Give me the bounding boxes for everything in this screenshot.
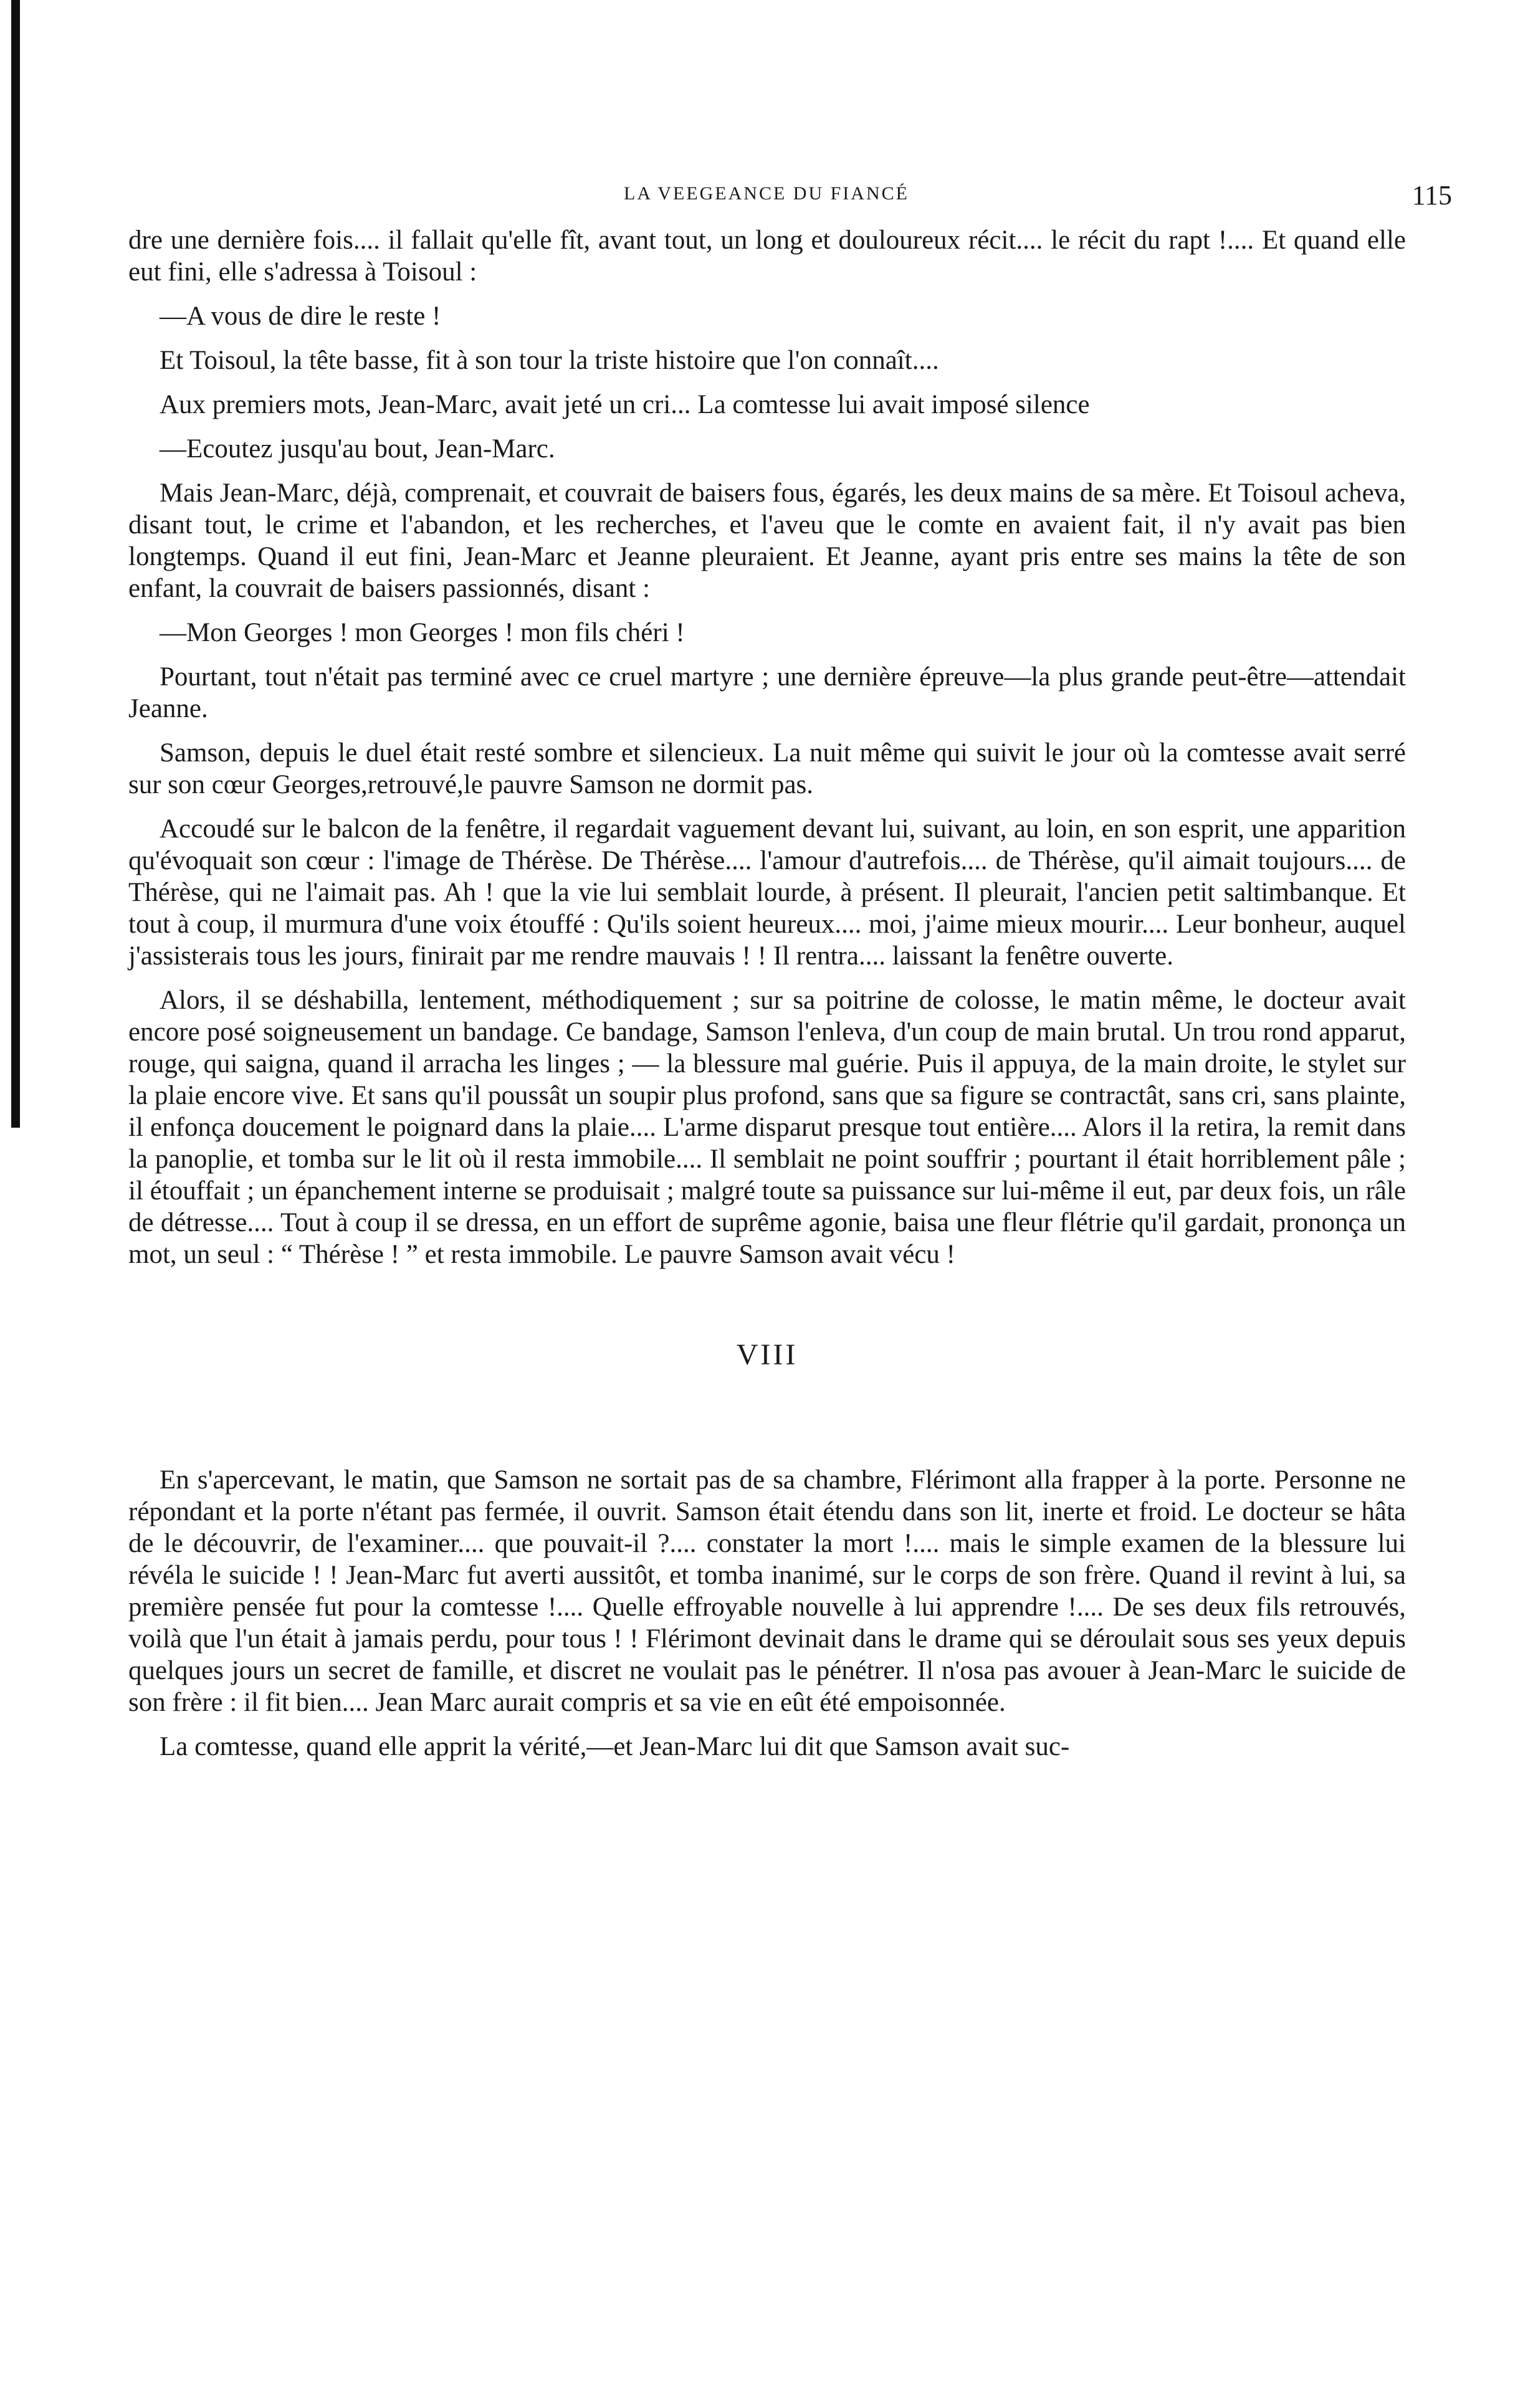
paragraph: Samson, depuis le duel était resté sombre et silencieux. La nuit même qui suivit le jour où la comtesse avait serré sur son cœur Georges,retrouvé,le pauvre Samson ne dormit pas.: [128, 738, 1406, 799]
paragraph: —A vous de dire le reste !: [160, 302, 441, 331]
paragraph: Aux premiers mots, Jean-Marc, avait jeté un cri... La comtesse lui avait imposé silence: [160, 390, 1090, 419]
paragraph: Et Toisoul, la tête basse, fit à son tour la triste histoire que l'on connaît....: [160, 346, 939, 375]
paragraph: —Ecoutez jusqu'au bout, Jean-Marc.: [160, 434, 555, 464]
paragraph: Alors, il se déshabilla, lentement, méthodiquement ; sur sa poitrine de colosse, le matin même, le docteur avait encore posé soigneusement un bandage. Ce bandage, Samson l'enleva, d'un coup de main brutal. Un trou rond apparut, rouge, qui saigna, quand il arracha les linges ; — la blessure mal guérie. Puis il appuya, de la main droite, le stylet sur la plaie encore vive. Et sans qu'il poussât un soupir plus profond, sans que sa figure se contractât, sans cri, sans plainte, il enfonça doucement le poignard dans la plaie.... L'arme disparut presque tout entière.... Alors il la retira, la remit dans la panoplie, et tomba sur le lit où il resta immobile.... Il semblait ne point souffrir ; pourtant il était horriblement pâle ; il étouffait ; un épanchement interne se produisait ; malgré toute sa puissance sur lui-même il eut, par deux fois, un râle de détresse.... Tout à coup il se dressa, en un effort de suprême agonie, baisa une fleur flétrie qu'il gardait, prononça un mot, un seul : “ Thérèse ! ” et resta immobile. Le pauvre Samson avait vécu !: [128, 986, 1406, 1269]
paragraph: En s'apercevant, le matin, que Samson ne sortait pas de sa chambre, Flérimont alla frapper à la porte. Personne ne répondant et la porte n'étant pas fermée, il ouvrit. Samson était étendu dans son lit, inerte et froid. Le docteur se hâta de le découvrir, de l'examiner.... que pouvait-il ?.... constater la mort !.... mais le simple examen de la blessure lui révéla le suicide ! ! Jean-Marc fut averti aussitôt, et tomba inanimé, sur le corps de son frère. Quand il revint à lui, sa première pensée fut pour la comtesse !.... Quelle effroyable nouvelle à lui apprendre !.... De ses deux fils retrouvés, voilà que l'un était à jamais perdu, pour tous ! ! Flérimont devinait dans le drame qui se déroulait sous ses yeux depuis quelques jours un secret de famille, et discret ne voulait pas le pénétrer. Il n'osa pas avouer à Jean-Marc le suicide de son frère : il fit bien.... Jean Marc aurait compris et sa vie en eût été empoisonnée.: [128, 1465, 1406, 1717]
main-text: [128, 224, 1406, 1775]
page-number: 115: [1411, 180, 1452, 211]
section-heading: VIII: [736, 1338, 798, 1371]
page-binding-edge: [11, 0, 20, 1128]
paragraph: Pourtant, tout n'était pas terminé avec ce cruel martyre ; une dernière épreuve—la plus grande peut-être—attendait Jeanne.: [128, 662, 1406, 723]
running-title: LA VEEGEANCE DU FIANCÉ: [624, 183, 909, 204]
paragraph: —Mon Georges ! mon Georges ! mon fils chéri !: [160, 618, 685, 647]
paragraph: Mais Jean-Marc, déjà, comprenait, et couvrait de baisers fous, égarés, les deux mains de sa mère. Et Toisoul acheva, disant tout, le crime et l'abandon, et les recherches, et l'aveu que le comte en avaient fait, il n'y avait pas bien longtemps. Quand il eut fini, Jean-Marc et Jeanne pleuraient. Et Jeanne, ayant pris entre ses mains la tête de son enfant, la couvrait de baisers passionnés, disant :: [128, 478, 1406, 603]
paragraph: La comtesse, quand elle apprit la vérité,—et Jean-Marc lui dit que Samson avait suc-: [160, 1732, 1070, 1761]
paragraph: dre une dernière fois.... il fallait qu'elle fît, avant tout, un long et douloureux récit.... le récit du rapt !.... Et quand elle eut fini, elle s'adressa à Toisoul :: [128, 226, 1406, 287]
paragraph: Accoudé sur le balcon de la fenêtre, il regardait vaguement devant lui, suivant, au loin, en son esprit, une apparition qu'évoquait son cœur : l'image de Thérèse. De Thérèse.... l'amour d'autrefois.... de Thérèse, qu'il aimait toujours.... de Thérèse, qui ne l'aimait pas. Ah ! que la vie lui semblait lourde, à présent. Il pleurait, l'ancien petit saltimbanque. Et tout à coup, il murmura d'une voix étouffé : Qu'ils soient heureux.... moi, j'aime mieux mourir.... Leur bonheur, auquel j'assisterais tous les jours, finirait par me rendre mauvais ! ! Il rentra.... laissant la fenêtre ouverte.: [128, 814, 1406, 971]
running-header: [0, 179, 1533, 217]
